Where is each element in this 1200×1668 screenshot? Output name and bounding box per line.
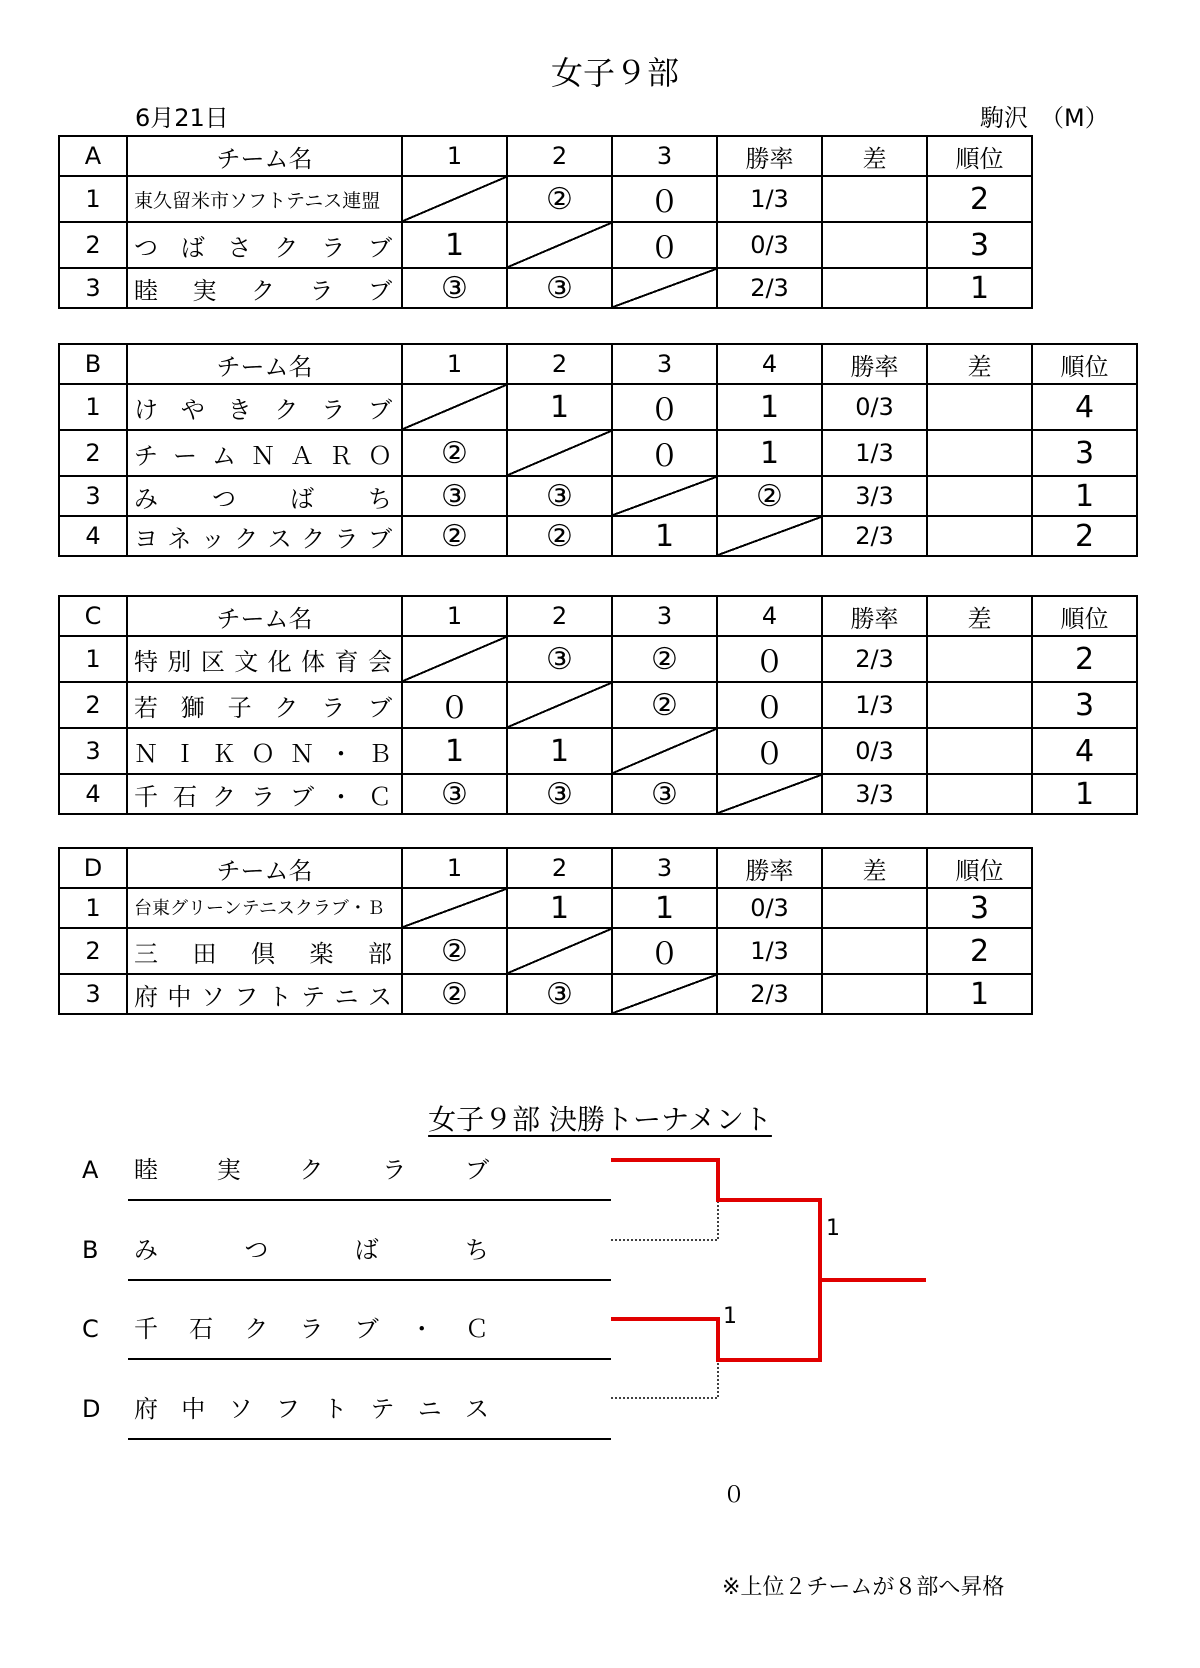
group-label: A [59,136,127,176]
entry-letter: A [82,1156,99,1184]
team-number: 3 [59,728,127,774]
win-rate: 2/3 [822,516,927,556]
match-result: ０ [612,222,717,268]
column-header: チーム名 [127,136,402,176]
bracket-line-a [611,1160,820,1280]
column-header: 1 [402,136,507,176]
match-result: 1 [507,888,612,928]
rank: 3 [927,888,1032,928]
match-result: 1 [717,430,822,476]
entry-letter: B [82,1236,99,1264]
entry-letter: D [82,1395,101,1423]
team-name-text: 特 別 区 文 化 体 育 会 [134,647,392,676]
rank: 3 [1032,682,1137,728]
entry-team: 府 中 ソ フ ト テ ニ ス [134,1395,489,1423]
rank: 2 [1032,516,1137,556]
match-result: 1 [507,384,612,430]
match-result: 1 [612,516,717,556]
column-header: 勝率 [822,344,927,384]
column-header: 1 [402,596,507,636]
bracket-line-d [611,1360,718,1398]
team-name-text: 三 田 倶 楽 部 [134,939,392,968]
match-result: ③ [612,774,717,814]
match-result: ０ [612,176,717,222]
column-header: 1 [402,848,507,888]
team-name-text: 府 中 ソ フ ト テ ニ ス [134,982,392,1011]
win-rate: 1/3 [822,682,927,728]
column-header: 差 [822,136,927,176]
rank: 3 [927,222,1032,268]
group-label: D [59,848,127,888]
match-result: ② [402,928,507,974]
match-result: ０ [717,636,822,682]
rank: 1 [927,268,1032,308]
team-name-text: み つ ば ち [134,484,392,513]
team-number: 4 [59,516,127,556]
bracket-lose-lines [611,1200,820,1398]
match-result: ０ [717,682,822,728]
match-result: ③ [507,476,612,516]
win-rate: 3/3 [822,774,927,814]
column-header: 順位 [1032,344,1137,384]
match-result: ０ [612,384,717,430]
column-header: 順位 [927,136,1032,176]
rank: 3 [1032,430,1137,476]
bracket-line-c [611,1280,926,1360]
column-header: 4 [717,344,822,384]
column-header: 2 [507,596,612,636]
match-result: ② [402,430,507,476]
venue-label: 駒沢 （M） [980,104,1109,132]
team-number: 3 [59,974,127,1014]
column-header: 勝率 [822,596,927,636]
win-rate: 0/3 [822,384,927,430]
match-result: ③ [402,476,507,516]
column-header: チーム名 [127,848,402,888]
win-rate: 2/3 [717,974,822,1014]
team-number: 1 [59,888,127,928]
column-header: 差 [822,848,927,888]
column-header: 差 [927,596,1032,636]
match-result: ③ [507,974,612,1014]
final-tournament-title: 女子９部 決勝トーナメント [428,1103,772,1136]
entry-team: 睦 実 ク ラ ブ [134,1156,489,1184]
bracket-win-lines [611,1160,926,1360]
column-header: 1 [402,344,507,384]
column-header: 3 [612,596,717,636]
match-result: ② [612,636,717,682]
column-header: 2 [507,136,612,176]
rank: 2 [927,928,1032,974]
column-header: 勝率 [717,848,822,888]
team-number: 1 [59,636,127,682]
column-header: 2 [507,344,612,384]
rank: 4 [1032,384,1137,430]
team-number: 2 [59,222,127,268]
team-number: 2 [59,430,127,476]
rank: 4 [1032,728,1137,774]
team-name-text: 千 石 ク ラ ブ ・ Ｃ [134,782,392,811]
team-number: 1 [59,176,127,222]
win-rate: 1/3 [717,176,822,222]
win-rate: 0/3 [717,222,822,268]
rank: 2 [927,176,1032,222]
promotion-note: ※上位２チームが８部へ昇格 [722,1575,1005,1600]
rank: 2 [1032,636,1137,682]
column-header: 順位 [927,848,1032,888]
match-result: ③ [402,774,507,814]
win-rate: 0/3 [717,888,822,928]
match-result: ０ [612,928,717,974]
team-name-text: 若 獅 子 ク ラ ブ [134,693,392,722]
bracket-line-b [611,1200,718,1240]
team-number: 2 [59,928,127,974]
win-rate: 3/3 [822,476,927,516]
team-number: 2 [59,682,127,728]
team-number: 3 [59,268,127,308]
match-result: ③ [507,268,612,308]
win-rate: 2/3 [822,636,927,682]
win-rate: 1/3 [717,928,822,974]
column-header: 差 [927,344,1032,384]
match-result: 1 [717,384,822,430]
win-rate: 1/3 [822,430,927,476]
match-result: 1 [507,728,612,774]
column-header: 3 [612,136,717,176]
match-result: ③ [507,636,612,682]
match-date: 6月21日 [135,104,229,132]
column-header: 順位 [1032,596,1137,636]
entry-team: み つ ば ち [134,1236,489,1264]
final-score: 1 [826,1216,840,1241]
page-title: 女子９部 [550,54,679,92]
match-result: ② [507,176,612,222]
rank: 1 [1032,774,1137,814]
column-header: 4 [717,596,822,636]
team-name-text: ヨ ネ ッ ク ス ク ラ ブ [134,524,392,553]
match-result: ③ [402,268,507,308]
entry-team: 千 石 ク ラ ブ ・ Ｃ [134,1315,489,1343]
match-result: ② [717,476,822,516]
match-result: ０ [612,430,717,476]
match-result: ③ [507,774,612,814]
team-name-text: 東久留米市ソフトテニス連盟 [134,189,381,212]
group-label: C [59,596,127,636]
match-result: 1 [612,888,717,928]
column-header: 2 [507,848,612,888]
team-number: 4 [59,774,127,814]
team-name-text: つ ば さ ク ラ ブ [134,233,392,262]
column-header: 3 [612,344,717,384]
team-name-text: 台東グリーンテニスクラブ・Ｂ [134,897,385,919]
team-name-text: Ｎ Ｉ Ｋ Ｏ Ｎ ・ Ｂ [134,739,392,768]
column-header: 3 [612,848,717,888]
match-result: 1 [402,728,507,774]
column-header: チーム名 [127,596,402,636]
win-rate: 2/3 [717,268,822,308]
match-result: ０ [402,682,507,728]
team-name-text: チ ー ム Ｎ Ａ Ｒ Ｏ [134,441,392,470]
rank: 1 [1032,476,1137,516]
rank: 1 [927,974,1032,1014]
group-label: B [59,344,127,384]
match-result: ０ [717,728,822,774]
entry-letter: C [82,1315,99,1343]
team-name-text: 睦 実 ク ラ ブ [134,276,392,305]
column-header: 勝率 [717,136,822,176]
semifinal-cd-score: ０ [723,1483,746,1508]
semifinal-ab-score: 1 [723,1304,737,1329]
match-result: ② [402,516,507,556]
column-header: チーム名 [127,344,402,384]
match-result: 1 [402,222,507,268]
team-number: 1 [59,384,127,430]
match-result: ② [507,516,612,556]
match-result: ② [612,682,717,728]
match-result: ② [402,974,507,1014]
team-number: 3 [59,476,127,516]
team-name-text: け や き ク ラ ブ [134,395,392,424]
win-rate: 0/3 [822,728,927,774]
